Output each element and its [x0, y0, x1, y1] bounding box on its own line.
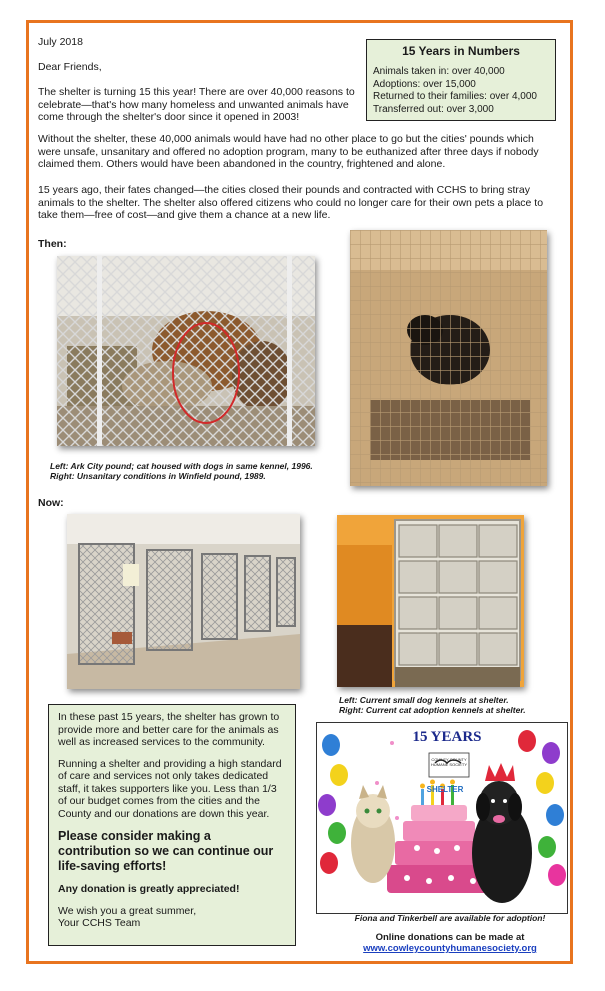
- numbers-line: Adoptions: over 15,000: [373, 78, 476, 90]
- now-label: Now:: [38, 497, 64, 509]
- then-caption-left: Left: Ark City pound; cat housed with dogs in same kennel, 1996.: [50, 461, 313, 471]
- letter-paragraph-1: The shelter is turning 15 this year! There are over 40,000 reasons to celebrate—that's how many homeless and unwanted animals have come through the shelter's door since it opened in 2003!: [38, 86, 355, 123]
- shelter-text: SHELTER: [426, 785, 464, 794]
- appeal-paragraph-2: Running a shelter and providing a high standard of care and services not only takes dedicated staff, it takes supporters like you. Less than 1/3 of our budget comes from the cities and the County and our donations are down this year.: [58, 757, 282, 820]
- cat-icon: [351, 785, 395, 883]
- dog-icon: [472, 763, 532, 903]
- birthday-banner: 15 YEARS: [412, 729, 482, 745]
- donation-text: Online donations can be made at: [375, 932, 525, 943]
- appeal-donation-note: Any donation is greatly appreciated!: [58, 883, 240, 895]
- appeal-paragraph-1: In these past 15 years, the shelter has grown to provide more and better care for the animals as well as increased services to the community.: [58, 711, 280, 748]
- appeal-call-to-action: Please consider making a contribution so we can continue our life-saving efforts!: [58, 829, 274, 873]
- donation-block: [330, 932, 570, 954]
- photo-winfield-pound: [350, 230, 547, 486]
- photo-dog-kennels: [67, 514, 300, 689]
- letter-date: July 2018: [38, 36, 83, 48]
- letter-paragraph-3: 15 years ago, their fates changed—the cities closed their pounds and contracted with CCHS to bring stray animals to the shelter. The shelter also offered citizens who could no longer care for their own pets a place to take them—free of cost—and give them a chance at a new life.: [38, 184, 544, 221]
- numbers-line: Transferred out: over 3,000: [373, 103, 494, 115]
- now-caption-right: Right: Current cat adoption kennels at shelter.: [339, 705, 526, 715]
- letter-paragraph-2: Without the shelter, these 40,000 animals would have had no other place to go but the cities' pounds which were unsafe, unsanitary and offered no adoption program, many to be euthanized after three days if nobody claimed them. Others would have been abandoned in the country, frightened and alone.: [38, 133, 539, 170]
- birthday-caption: Fiona and Tinkerbell are available for adoption!: [354, 913, 546, 923]
- numbers-box-title: 15 Years in Numbers: [402, 44, 520, 58]
- donation-link[interactable]: www.cowleycountyhumanesociety.org: [363, 943, 537, 954]
- then-label: Then:: [38, 238, 67, 250]
- numbers-box: [366, 39, 556, 121]
- appeal-box: [48, 704, 296, 946]
- then-caption-right: Right: Unsanitary conditions in Winfield pound, 1989.: [50, 471, 266, 481]
- appeal-closing-2: Your CCHS Team: [58, 917, 141, 929]
- crown-icon: [485, 763, 515, 781]
- photo-ark-city-pound: [57, 256, 315, 446]
- letter-greeting: Dear Friends,: [38, 61, 102, 73]
- numbers-line: Animals taken in: over 40,000: [373, 66, 505, 77]
- now-caption-left: Left: Current small dog kennels at shelter.: [339, 695, 509, 705]
- org-logo-text: COWLEY COUNTY HUMANE SOCIETY: [430, 757, 467, 767]
- photo-cat-kennels: [337, 515, 524, 687]
- now-caption: [339, 695, 559, 715]
- numbers-line: Returned to their families: over 4,000: [373, 91, 537, 102]
- then-caption: [50, 461, 350, 481]
- appeal-closing-1: We wish you a great summer,: [58, 904, 197, 917]
- birthday-graphic: [316, 722, 568, 914]
